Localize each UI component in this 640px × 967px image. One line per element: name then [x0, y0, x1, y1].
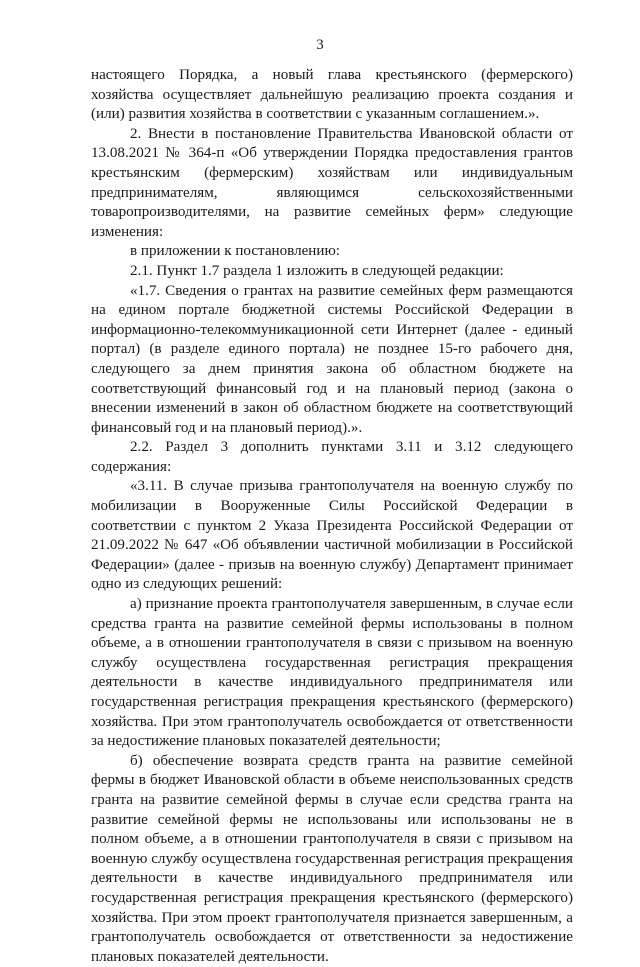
- paragraph-clause-1-7: «1.7. Сведения о грантах на развитие семейных ферм размещаются на едином портале бюджетной системы Российской Федерации в информационно-телекоммуникационной сети Интернет (далее - единый портал) (в разделе единого портала) не позднее 15-го рабочего дня, следующего за днем принятия закона об областном бюджете на соответствующий финансовый год и на плановый период (закона о внесении изменений в закон об областном бюджете на соответствующий финансовый год и на плановый период).».: [91, 282, 573, 436]
- paragraph-subitem-b: б) обеспечение возврата средств гранта на развитие семейной фермы в бюджет Ивановской области в объеме неиспользованных средств гранта на развитие семейной фермы в случае если средства гранта на развитие семейной фермы не использованы или использованы не в полном объеме, а в отношении грантополучателя в связи с призывом на военную службу осуществлена государственная регистрация прекращения деятельности в качестве индивидуального предпринимателя или государственная регистрация прекращения крестьянского (фермерского) хозяйства. При этом проект грантополучателя признается завершенным, а грантополучатель освобождается от ответственности за недостижение плановых показателей деятельности.: [91, 752, 573, 965]
- paragraph-continuation: настоящего Порядка, а новый глава крестьянского (фермерского) хозяйства осуществляет дальнейшую реализацию проекта создания и (или) развития хозяйства в соответствии с указанным соглашением.».: [91, 67, 573, 123]
- document-body: [91, 66, 573, 967]
- page-number: 3: [316, 37, 324, 53]
- paragraph-item-2-2: 2.2. Раздел 3 дополнить пунктами 3.11 и 3.12 следующего содержания:: [91, 439, 573, 475]
- paragraph-item-2: 2. Внести в постановление Правительства Ивановской области от 13.08.2021 № 364-п «Об утверждении Порядка предоставления грантов крестьянским (фермерским) хозяйствам или индивидуальным предпринимателям, являющимся сельскохозяйственными товаропроизводителями, на развитие семейных ферм» следующие изменения:: [91, 125, 573, 240]
- paragraph-annex-note: в приложении к постановлению:: [130, 243, 340, 260]
- paragraph-clause-3-11: «3.11. В случае призыва грантополучателя на военную службу по мобилизации в Вооруженные Силы Российской Федерации в соответствии с пунктом 2 Указа Президента Российской Федерации от 21.09.2022 № 647 «Об объявлении частичной мобилизации в Российской Федерации» (далее - призыв на военную службу) Департамент принимает одно из следующих решений:: [91, 478, 573, 593]
- paragraph-item-2-1: 2.1. Пункт 1.7 раздела 1 изложить в следующей редакции:: [130, 262, 504, 279]
- paragraph-subitem-a: а) признание проекта грантополучателя завершенным, в случае если средства гранта на развитие семейной фермы использованы в полном объеме, а в отношении грантополучателя в связи с призывом на военную службу осуществлена государственная регистрация прекращения деятельности в качестве индивидуального предпринимателя или государственная регистрация прекращения крестьянского (фермерского) хозяйства. При этом грантополучатель освобождается от ответственности за недостижение плановых показателей деятельности;: [91, 596, 573, 750]
